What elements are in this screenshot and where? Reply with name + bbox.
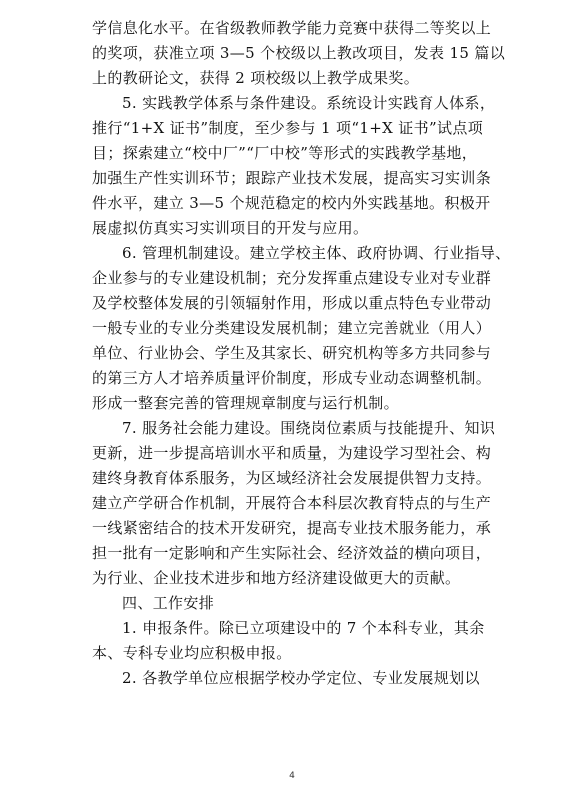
text-line: 形成一整套完善的管理规章制度与运行机制。 (92, 394, 400, 412)
text-line: 及学校整体发展的引领辐射作用，形成以重点特色专业带动 (92, 294, 492, 312)
text-line: 学信息化水平。在省级教师教学能力竞赛中获得二等奖以上 (92, 19, 492, 37)
text-line: 的第三方人才培养质量评价制度，形成专业动态调整机制。 (92, 369, 492, 387)
text-line: 为行业、企业技术进步和地方经济建设做更大的贡献。 (92, 569, 461, 587)
text-line: 展虚拟仿真实习实训项目的开发与应用。 (92, 219, 369, 237)
text-line: 单位、行业协会、学生及其家长、研究机构等多方共同参与 (92, 344, 492, 362)
section-heading-line: 6. 管理机制建设。建立学校主体、政府协调、行业指导、 (122, 244, 511, 262)
text-line: 担一批有一定影响和产生实际社会、经济效益的横向项目， (92, 544, 492, 562)
text-line: 加强生产性实训环节；跟踪产业技术发展，提高实习实训条 (92, 169, 492, 187)
text-line: 推行“1+X 证书”制度，至少参与 1 项“1+X 证书”试点项 (92, 119, 484, 137)
text-line: 件水平，建立 3—5 个规范稳定的校内外实践基地。积极开 (92, 194, 491, 212)
document-body (92, 16, 512, 691)
section-heading-line: 2. 各教学单位应根据学校办学定位、专业发展规划以 (122, 669, 480, 687)
text-line: 本、专科专业均应积极申报。 (92, 644, 292, 662)
text-line: 上的教研论文，获得 2 项校级以上教学成果奖。 (92, 69, 420, 87)
page-number: 4 (289, 771, 295, 781)
section-heading-line: 1. 申报条件。除已立项建设中的 7 个本科专业，其余 (122, 619, 485, 637)
text-line: 的奖项，获准立项 3—5 个校级以上教改项目，发表 15 篇以 (92, 44, 506, 62)
text-line: 企业参与的专业建设机制；充分发挥重点建设专业对专业群 (92, 269, 492, 287)
text-line: 更新，进一步提高培训水平和质量，为建设学习型社会、构 (92, 444, 492, 462)
text-line: 一般专业的专业分类建设发展机制；建立完善就业（用人） (92, 319, 492, 337)
text-line: 目；探索建立“校中厂”“厂中校”等形式的实践教学基地， (92, 144, 478, 162)
text-line: 一线紧密结合的技术开发研究，提高专业技术服务能力，承 (92, 519, 492, 537)
text-line: 建立产学研合作机制，开展符合本科层次教育特点的与生产 (92, 494, 492, 512)
section-heading-line: 7. 服务社会能力建设。围绕岗位素质与技能提升、知识 (122, 419, 496, 437)
section-title: 四、工作安排 (122, 594, 215, 612)
section-heading-line: 5. 实践教学体系与条件建设。系统设计实践育人体系， (122, 94, 496, 112)
text-line: 建终身教育体系服务，为区域经济社会发展提供智力支持。 (92, 469, 492, 487)
